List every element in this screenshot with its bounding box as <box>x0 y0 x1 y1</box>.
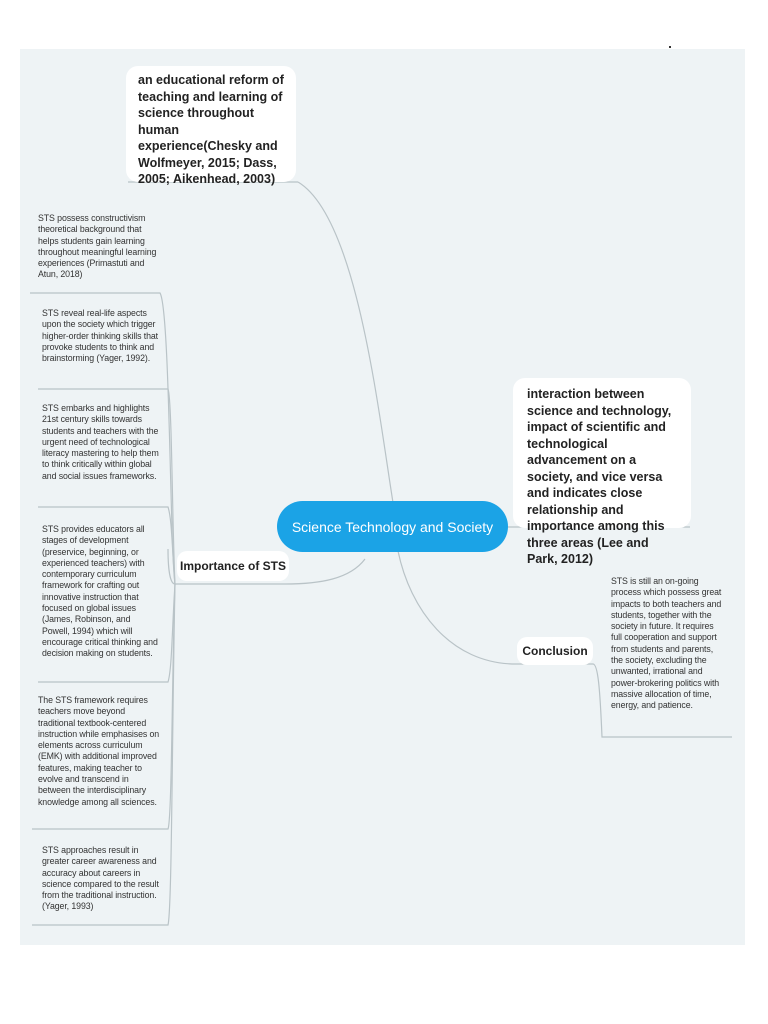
importance-note-2-text: STS reveal real-life aspects upon the society which trigger higher-order thinking skills that provoke students to think and brainstorming (Yager, 1992). <box>42 308 159 364</box>
conclusion-note-text: STS is still an on-going process which possess great impacts to both teachers and students, together with the society in future. It requires full cooperation and support from students and parents, the society, excluding the unwanted, irrational and power-brokering politics with massive allocation of time, energy, and patience. <box>611 576 722 711</box>
importance-note-4 <box>42 524 160 660</box>
importance-note-1 <box>38 213 160 281</box>
importance-note-3 <box>42 403 160 482</box>
top-node[interactable] <box>126 66 296 186</box>
conclusion-label[interactable] <box>517 637 593 665</box>
right-node[interactable] <box>513 378 691 566</box>
importance-note-1-text: STS possess constructivism theoretical background that helps students gain learning throughout meaningful learning experiences (Primastuti and Atun, 2018) <box>38 213 157 280</box>
central-topic[interactable] <box>277 501 508 552</box>
importance-note-5 <box>38 695 160 808</box>
importance-note-5-text: The STS framework requires teachers move beyond traditional textbook-centered instruction while emphasises on elements across curriculum (EMK) with additional improved features, making teacher to evolve and transcend in between the interdisciplinary knowledge among all sciences. <box>38 695 160 807</box>
importance-label-text: Importance of STS <box>179 559 286 573</box>
link-importance <box>285 559 365 584</box>
link-conclusion <box>398 551 516 664</box>
top-node-text: an educational reform of teaching and learning of science throughout human experience(Chesky and Wolfmeyer, 2015; Dass, 2005; Aikenhead, 2003) <box>138 73 284 186</box>
importance-label[interactable] <box>177 551 289 581</box>
importance-note-6-text: STS approaches result in greater career awareness and accuracy about careers in science compared to the result from the traditional instruction. (Yager, 1993) <box>42 845 159 912</box>
importance-note-6 <box>42 845 160 913</box>
importance-note-3-text: STS embarks and highlights 21st century skills towards students and teachers with the urgent need of technological literacy mastering to help them to think critically within global and social issues frameworks. <box>42 403 159 481</box>
importance-note-2 <box>42 308 162 364</box>
stray-mark <box>669 46 671 48</box>
conclusion-note <box>611 576 725 712</box>
conclusion-label-text: Conclusion <box>522 644 588 658</box>
central-topic-text: Science Technology and Society <box>291 518 494 535</box>
right-node-text: interaction between science and technology, impact of scientific and technological advancement on a society, and vice versa and indicates close relationship and importance among this three areas (Lee and Park, 2012) <box>527 387 672 566</box>
link-top-node <box>298 182 396 521</box>
importance-note-4-text: STS provides educators all stages of development (preservice, beginning, or experienced teachers) with contemporary curriculum framework for crafting out innovative instruction that focused on global issues (James, Robinson, and Powell, 1994) which will encourage critical thinking and decision making on students. <box>42 524 158 659</box>
